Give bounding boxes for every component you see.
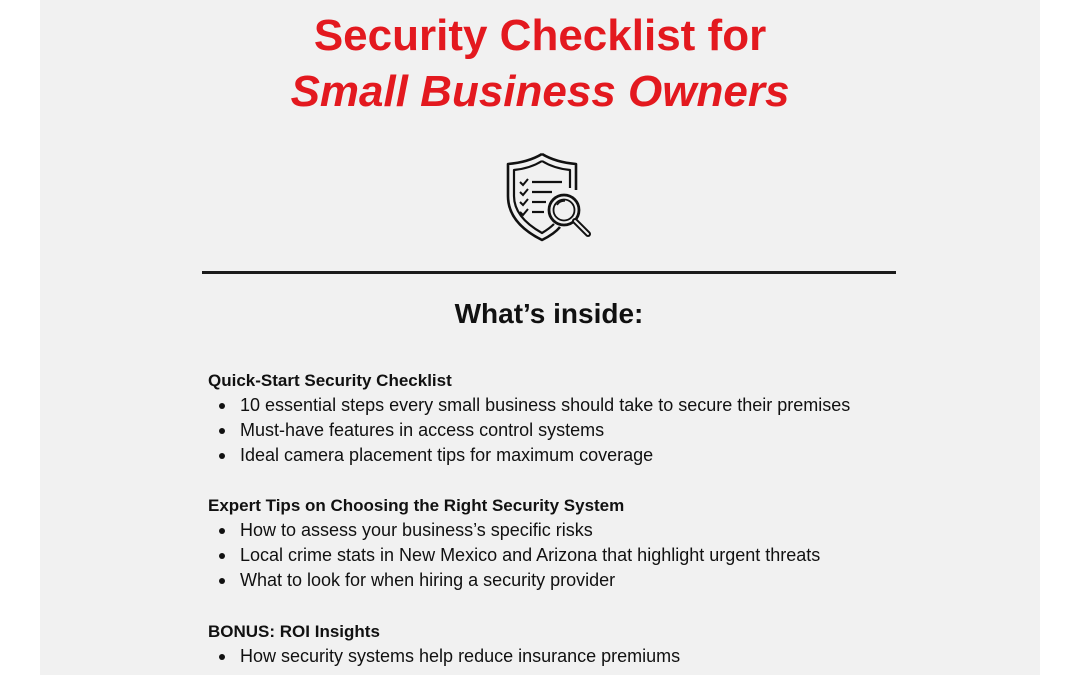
divider: [202, 271, 896, 274]
section-heading: Expert Tips on Choosing the Right Security System: [208, 496, 625, 515]
section-quick-start: [208, 368, 988, 468]
list-item: [208, 443, 988, 468]
bullet-icon: [219, 553, 225, 559]
section-heading: BONUS: ROI Insights: [208, 622, 380, 641]
section-expert-tips: [208, 493, 988, 593]
section-bonus-roi: [208, 619, 988, 669]
section-heading: Quick-Start Security Checklist: [208, 371, 452, 390]
list-item-text: Ideal camera placement tips for maximum coverage: [240, 445, 654, 465]
list-item: [208, 518, 988, 543]
bullet-icon: [219, 528, 225, 534]
document-title-line-1: Security Checklist for: [313, 11, 767, 60]
document-page: [40, 0, 1040, 675]
list-item: [208, 568, 988, 593]
bullet-icon: [219, 428, 225, 434]
bullet-icon: [219, 654, 225, 660]
list-item: [208, 418, 988, 443]
list-item-text: How security systems help reduce insurance premiums: [240, 646, 681, 666]
list-item: [208, 393, 988, 418]
bullet-list: [208, 644, 988, 669]
list-item-text: Local crime stats in New Mexico and Arizona that highlight urgent threats: [240, 545, 821, 565]
bullet-icon: [219, 403, 225, 409]
bullet-icon: [219, 453, 225, 459]
list-item-text: What to look for when hiring a security provider: [240, 570, 616, 590]
list-item: [208, 543, 988, 568]
whats-inside-heading: What’s inside:: [454, 298, 644, 329]
bullet-icon: [219, 578, 225, 584]
bullet-list: [208, 393, 988, 468]
list-item: [208, 644, 988, 669]
list-item-text: How to assess your business’s specific risks: [240, 520, 593, 540]
list-item-text: Must-have features in access control systems: [240, 420, 605, 440]
list-item-text: 10 essential steps every small business should take to secure their premises: [240, 395, 851, 415]
bullet-list: [208, 518, 988, 593]
shield-checklist-magnifier-icon: [500, 150, 596, 246]
document-title-line-2: Small Business Owners: [290, 67, 790, 116]
